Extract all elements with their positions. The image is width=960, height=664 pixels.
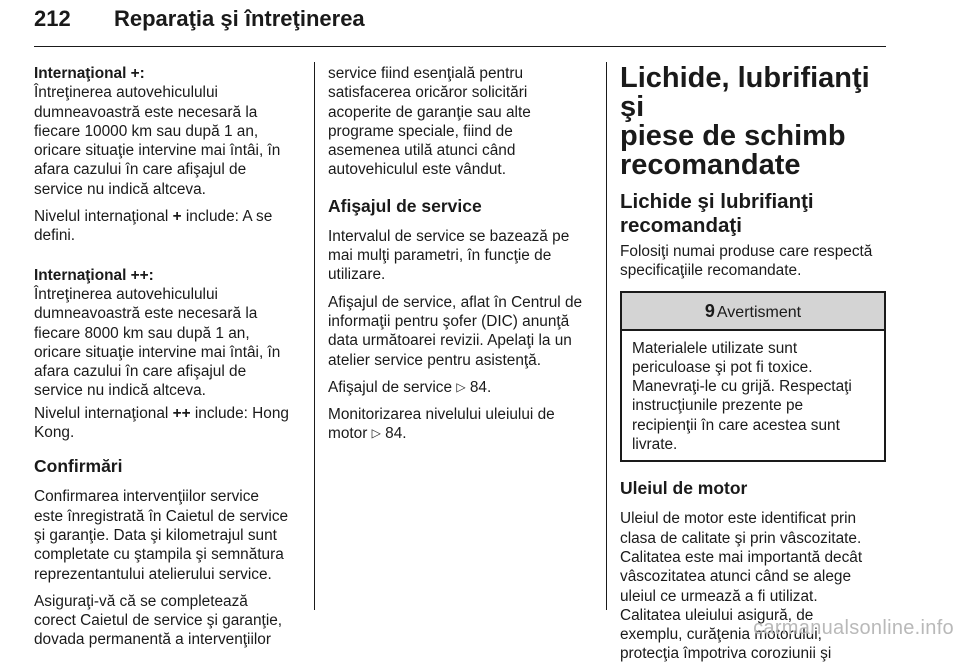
text-line: exemplu, curăţenia motorului, (620, 626, 822, 644)
column-right (620, 64, 886, 664)
text-line: completate cu ştampila şi semnătura (34, 546, 284, 564)
text-line: livrate. (632, 436, 678, 454)
text-line: vâscozitatea atunci când se alege (620, 568, 852, 586)
level-mark: ++ (172, 404, 191, 422)
text-line (34, 404, 300, 423)
text-line: dumneavoastră este necesară la (34, 103, 258, 121)
text-line: este înregistrată în Caietul de service (34, 507, 289, 525)
text-line: Kong. (34, 424, 75, 442)
text-span: Afişajul de service (328, 378, 457, 396)
column-divider (314, 62, 315, 610)
column-divider (606, 62, 607, 610)
text-span: Nivelul internaţional (34, 404, 173, 422)
page-number: 212 (34, 6, 71, 31)
warning-box (620, 291, 886, 463)
text-line (34, 207, 300, 226)
text-span: . (402, 425, 407, 443)
text-line: Confirmarea intervenţiilor service (34, 488, 259, 506)
intro-paragraph (620, 242, 886, 281)
text-line: acoperite de garanţie sau alte (328, 103, 531, 121)
engine-oil-heading: Uleiul de motor (620, 478, 748, 499)
warning-icon: 9 (704, 300, 715, 321)
heading-line: recomandate (620, 149, 801, 181)
watermark: carmanualsonline.info (753, 617, 954, 639)
page-ref-icon: ▷ (456, 379, 466, 394)
text-line: Afişajul de service, aflat în Centrul de (328, 293, 583, 311)
text-line: defini. (34, 227, 76, 245)
text-line (328, 424, 594, 443)
text-line: informaţii pentru şofer (DIC) anunţă (328, 312, 570, 330)
page-title: Reparaţia şi întreţinerea (114, 6, 365, 31)
text-line: Materialele utilizate sunt (632, 339, 798, 357)
text-line: instrucţiunile prezente pe (632, 397, 804, 415)
warning-title: Avertisment (716, 303, 802, 321)
continued-paragraph (328, 64, 594, 180)
text-span: Nivelul internaţional (34, 208, 173, 226)
text-line: şi garanţie. Data şi kilometrajul sunt (34, 526, 277, 544)
text-line: Monitorizarea nivelului uleiului de (328, 406, 555, 424)
text-line: Calitatea uleiului asigură, de (620, 606, 814, 624)
engine-oil-paragraph (620, 509, 886, 663)
heading-line: recomandaţi (620, 214, 742, 237)
text-line: data următoarei revizii. Apelaţi la un (328, 332, 572, 350)
service-paragraph (328, 227, 594, 285)
text-line: reprezentantului atelierului service. (34, 565, 272, 583)
text-line: fiecare 8000 km sau după 1 an, (34, 324, 250, 342)
section-heading (620, 190, 886, 238)
column-middle (328, 64, 594, 444)
text-line: service fiind esenţială pentru (328, 65, 524, 82)
text-span: include: A se (181, 208, 273, 226)
page-ref-number: 84 (385, 425, 403, 443)
text-line: oricare situaţie intervine mai întâi, în (34, 142, 281, 160)
text-line: Calitatea este mai importantă decât (620, 548, 863, 566)
service-paragraph (328, 293, 594, 370)
text-line: Manevraţi-le cu grijă. Respectaţi (632, 378, 852, 396)
text-line: Intervalul de service se bazează pe (328, 227, 570, 245)
confirm-paragraph (34, 487, 300, 583)
text-line: service nu indică altceva. (34, 180, 206, 198)
confirm-paragraph (34, 592, 300, 650)
text-line: utilizare. (328, 266, 386, 284)
heading-line: piese de schimb (620, 120, 846, 152)
intl-plusplus-section (34, 266, 300, 443)
text-line: programe speciale, fiind de (328, 122, 513, 140)
section-label: Internaţional +: (34, 65, 145, 82)
text-line: Folosiţi numai produse care respectă (620, 243, 873, 260)
text-span: . (486, 378, 492, 396)
text-span: include: Hong (190, 404, 289, 422)
cross-reference[interactable] (328, 378, 594, 397)
service-display-heading: Afişajul de service (328, 195, 482, 216)
header-divider (34, 46, 886, 47)
text-line: periculoase şi pot fi toxice. (632, 358, 813, 376)
text-line: dumneavoastră este necesară la (34, 305, 258, 323)
text-line: clasa de calitate şi prin vâscozitate. (620, 529, 862, 547)
page-header (34, 6, 886, 46)
text-line: oricare situaţie intervine mai întâi, în (34, 343, 281, 361)
heading-line: Lichide, lubrifianţi şi (620, 62, 870, 123)
text-line: corect Caietul de service şi garanţie, (34, 612, 283, 630)
text-line: Asiguraţi-vă că se completează (34, 592, 248, 610)
text-line: afara cazului în care afişajul de (34, 363, 247, 381)
section-label: Internaţional ++: (34, 266, 154, 284)
text-span: motor (328, 425, 372, 443)
intl-plus-section (34, 64, 300, 246)
chapter-heading (620, 64, 886, 180)
text-line: satisfacerea oricăror solicitări (328, 84, 528, 102)
page-ref-icon: ▷ (371, 426, 381, 441)
confirm-heading: Confirmări (34, 456, 123, 477)
text-line: uleiul ce urmează a fi utilizat. (620, 587, 818, 605)
text-line: dovada permanentă a intervenţiilor (34, 631, 271, 649)
text-line: autovehiculul este vândut. (328, 161, 506, 179)
text-line: Uleiul de motor este identificat prin (620, 510, 857, 528)
text-line: protecţia împotriva coroziunii şi (620, 645, 832, 663)
text-line: recipienţii în care acestea sunt (632, 416, 840, 434)
text-line: Întreţinerea autovehiculului (34, 84, 218, 102)
text-line: service nu indică altceva. (34, 382, 206, 400)
warning-header (622, 293, 884, 331)
text-line: asemenea utilă atunci când (328, 142, 516, 160)
level-mark: + (172, 208, 182, 226)
cross-reference[interactable] (328, 405, 594, 444)
text-line: specificaţiile recomandate. (620, 262, 802, 280)
text-line: afara cazului în care afişajul de (34, 161, 247, 179)
page-ref-number: 84 (469, 378, 487, 396)
text-line: Întreţinerea autovehiculului (34, 285, 218, 303)
warning-body (622, 331, 884, 461)
text-line: fiecare 10000 km sau după 1 an, (34, 122, 259, 140)
text-line: atelier service pentru asistenţă. (328, 351, 542, 369)
column-left (34, 64, 300, 650)
heading-line: Lichide şi lubrifianţi (620, 190, 814, 213)
text-line: mai mulţi parametri, în funcţie de (328, 247, 552, 265)
